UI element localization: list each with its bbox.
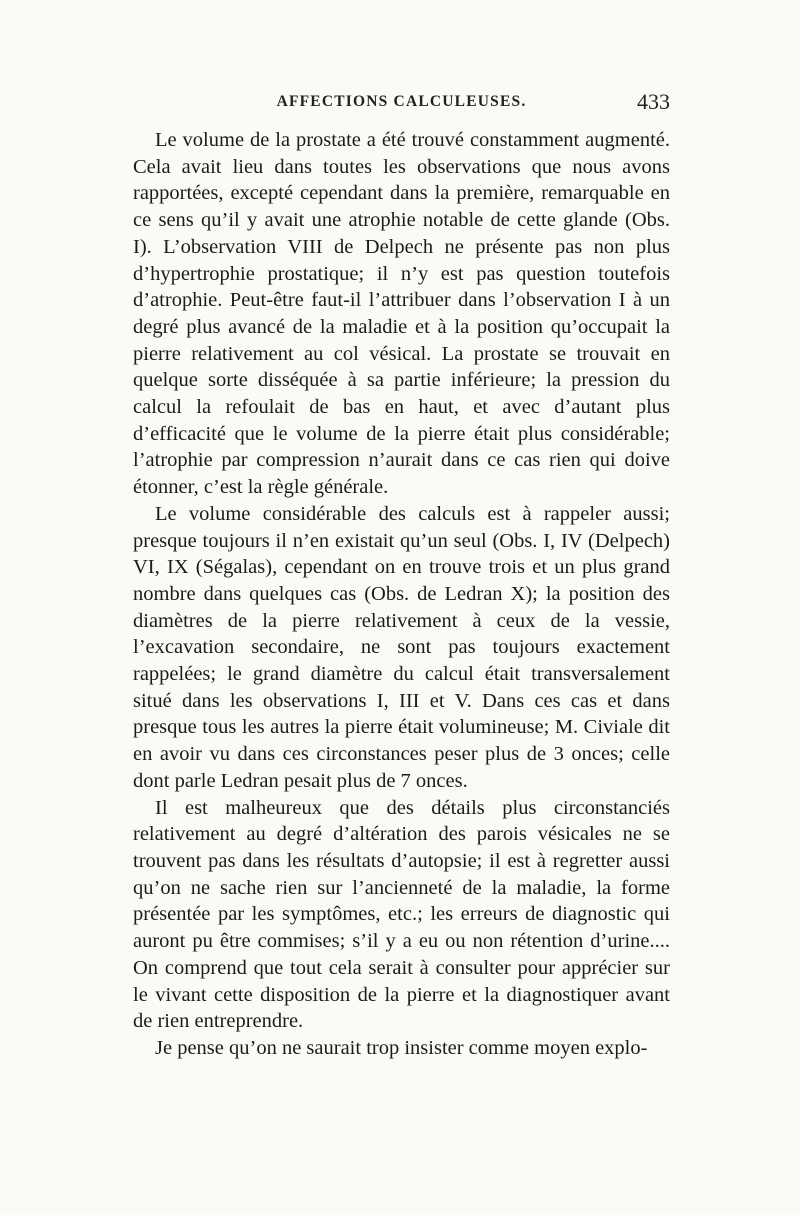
body-text (133, 127, 670, 1062)
paragraph-calculus-volume: Le volume considérable des calculs est à rappeler aussi; presque toujours il n’en existait qu’un seul (Obs. I, IV (Delpech) VI, IX (Ségalas), cependant on en trouve trois et un plus grand nombre dans quelques cas (Obs. de Ledran X); la position des diamètres de la pierre relativement à ceux de la vessie, l’excavation secondaire, ne sont pas toujours exactement rappelées; le grand diamètre du calcul était transversalement situé dans les observations I, III et V. Dans ces cas et dans presque tous les autres la pierre était volumineuse; M. Civiale dit en avoir vu dans ces circonstances peser plus de 3 onces; celle dont parle Ledran pesait plus de 7 onces. (133, 502, 670, 792)
running-title: AFFECTIONS CALCULEUSES. (276, 93, 527, 110)
running-header (133, 89, 670, 119)
paragraph-autopsy-details: Il est malheureux que des détails plus circonstanciés relativement au degré d’altération des parois vésicales ne se trouvent pas dans les résultats d’autopsie; il est à regretter aussi qu’on ne sache rien sur l’ancienneté de la maladie, la forme présentée par les symptômes, etc.; les erreurs de diagnostic qui auront pu être commises; s’il y a eu ou non rétention d’urine.... On comprend que tout cela serait à consulter pour apprécier sur le vivant cette disposition de la pierre et la diagnostiquer avant de rien entreprendre. (133, 796, 670, 1033)
page-number: 433 (637, 89, 670, 114)
paragraph-prostate-volume: Le volume de la prostate a été trouvé constamment augmenté. Cela avait lieu dans toutes les observations que nous avons rapportées, excepté cependant dans la première, remarquable en ce sens qu’il y avait une atrophie notable de cette glande (Obs. I). L’observation VIII de Delpech ne présente pas non plus d’hypertrophie prostatique; il n’y est pas question toutefois d’atrophie. Peut-être faut-il l’attribuer dans l’observation I à un degré plus avancé de la maladie et à la position qu’occupait la pierre relativement au col vésical. La prostate se trouvait en quelque sorte disséquée à sa partie inférieure; la pression du calcul la refoulait de bas en haut, et avec d’autant plus d’efficacité que le volume de la pierre était plus considérable; l’atrophie par compression n’aurait dans ce cas rien qui doive étonner, c’est la règle générale. (133, 129, 670, 499)
paragraph-exploration: Je pense qu’on ne saurait trop insister comme moyen explo- (155, 1036, 648, 1059)
